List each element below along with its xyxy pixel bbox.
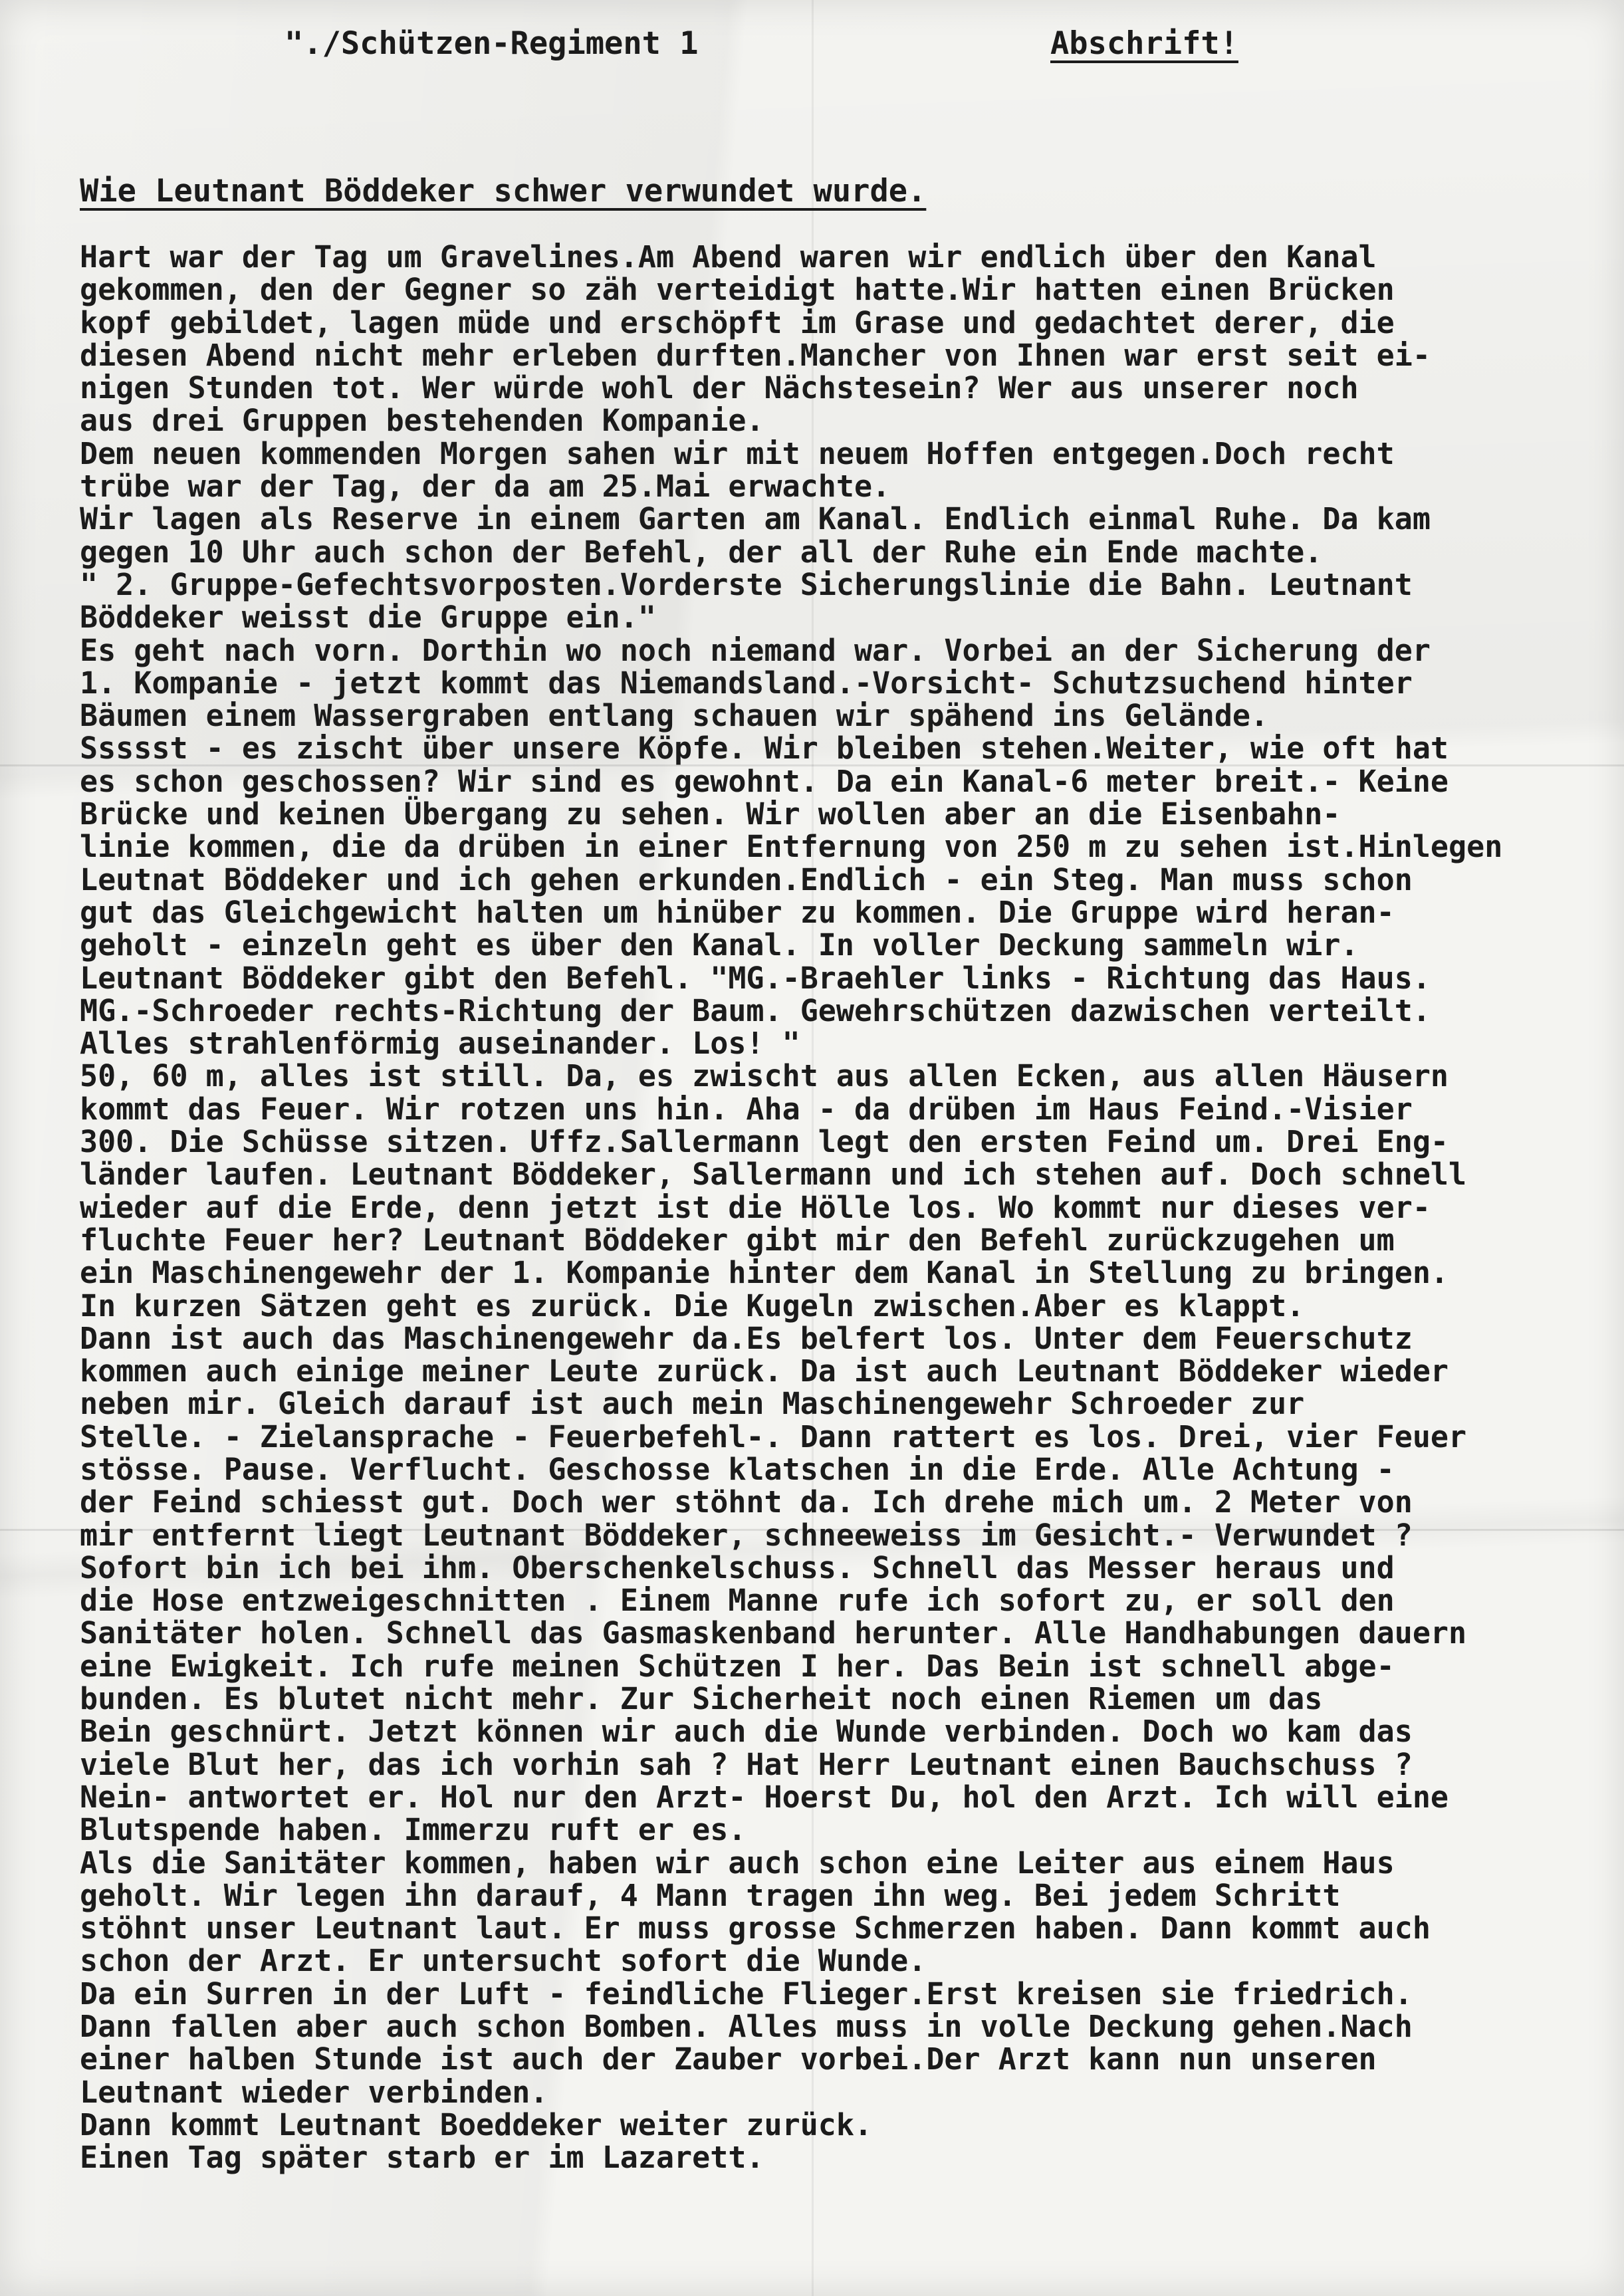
text-line: die Hose entzweigeschnitten . Einem Manne rufe ich sofort zu, er soll den	[80, 1583, 1395, 1619]
text-line: Dann kommt Leutnant Boeddeker weiter zurück.	[80, 2107, 873, 2142]
text-line: gut das Gleichgewicht halten um hinüber zu kommen. Die Gruppe wird heran-	[80, 894, 1395, 930]
text-line: Dann ist auch das Maschinengewehr da.Es belfert los. Unter dem Feuerschutz	[80, 1320, 1413, 1356]
text-line: einer halben Stunde ist auch der Zauber vorbei.Der Arzt kann nun unseren	[80, 2041, 1377, 2077]
text-line: geholt. Wir legen ihn darauf, 4 Mann tragen ihn weg. Bei jedem Schritt	[80, 1877, 1341, 1913]
text-line: stöhnt unser Leutnant laut. Er muss grosse Schmerzen haben. Dann kommt auch	[80, 1910, 1431, 1946]
report-body	[80, 241, 1609, 2174]
text-line: Sofort bin ich bei ihm. Oberschenkelschuss. Schnell das Messer heraus und	[80, 1550, 1395, 1585]
text-line: linie kommen, die da drüben in einer Entfernung von 250 m zu sehen ist.Hinlegen	[80, 829, 1503, 865]
text-line: Bein geschnürt. Jetzt können wir auch die Wunde verbinden. Doch wo kam das	[80, 1714, 1413, 1750]
text-line: 50, 60 m, alles ist still. Da, es zwischt aus allen Ecken, aus allen Häusern	[80, 1058, 1449, 1094]
text-line: der Feind schiesst gut. Doch wer stöhnt da. Ich drehe mich um. 2 Meter von	[80, 1484, 1413, 1520]
text-line: eine Ewigkeit. Ich rufe meinen Schützen I her. Das Bein ist schnell abge-	[80, 1648, 1395, 1684]
text-line: Dem neuen kommenden Morgen sahen wir mit neuem Hoffen entgegen.Doch recht	[80, 435, 1395, 471]
text-line: länder laufen. Leutnant Böddeker, Sallermann und ich stehen auf. Doch schnell	[80, 1157, 1467, 1193]
text-line: kommen auch einige meiner Leute zurück. Da ist auch Leutnant Böddeker wieder	[80, 1353, 1449, 1389]
text-line: Blutspende haben. Immerzu ruft er es.	[80, 1812, 747, 1848]
text-line: wieder auf die Erde, denn jetzt ist die Hölle los. Wo kommt nur dieses ver-	[80, 1189, 1431, 1225]
text-line: trübe war der Tag, der da am 25.Mai erwachte.	[80, 469, 891, 505]
text-line: Es geht nach vorn. Dorthin wo noch niemand war. Vorbei an der Sicherung der	[80, 632, 1431, 668]
text-line: kopf gebildet, lagen müde und erschöpft im Grase und gedachtet derer, die	[80, 304, 1395, 340]
text-line: stösse. Pause. Verflucht. Geschosse klatschen in die Erde. Alle Achtung -	[80, 1451, 1395, 1487]
text-line: Brücke und keinen Übergang zu sehen. Wir wollen aber an die Eisenbahn-	[80, 796, 1341, 832]
text-line: Wir lagen als Reserve in einem Garten am Kanal. Endlich einmal Ruhe. Da kam	[80, 501, 1431, 537]
text-line: Ssssst - es zischt über unsere Köpfe. Wir bleiben stehen.Weiter, wie oft hat	[80, 731, 1449, 766]
text-line: Nein- antwortet er. Hol nur den Arzt- Hoerst Du, hol den Arzt. Ich will eine	[80, 1779, 1449, 1815]
text-line: 300. Die Schüsse sitzen. Uffz.Sallermann legt den ersten Feind um. Drei Eng-	[80, 1124, 1449, 1160]
text-line: Stelle. - Zielansprache - Feuerbefehl-. Dann rattert es los. Drei, vier Feuer	[80, 1419, 1467, 1454]
text-line: Leutnant wieder verbinden.	[80, 2074, 548, 2110]
text-line: Hart war der Tag um Gravelines.Am Abend waren wir endlich über den Kanal	[80, 239, 1377, 275]
text-line: ein Maschinengewehr der 1. Kompanie hinter dem Kanal in Stellung zu bringen.	[80, 1255, 1449, 1291]
text-line: In kurzen Sätzen geht es zurück. Die Kugeln zwischen.Aber es klappt.	[80, 1288, 1305, 1323]
text-line: gekommen, den der Gegner so zäh verteidigt hatte.Wir hatten einen Brücken	[80, 272, 1395, 308]
text-line: Da ein Surren in der Luft - feindliche Flieger.Erst kreisen sie friedrich.	[80, 1976, 1413, 2011]
text-line: Leutnat Böddeker und ich gehen erkunden.Endlich - ein Steg. Man muss schon	[80, 861, 1413, 897]
text-line: viele Blut her, das ich vorhin sah ? Hat Herr Leutnant einen Bauchschuss ?	[80, 1746, 1413, 1782]
text-line: Sanitäter holen. Schnell das Gasmaskenband herunter. Alle Handhabungen dauern	[80, 1615, 1467, 1651]
text-line: neben mir. Gleich darauf ist auch mein Maschinengewehr Schroeder zur	[80, 1386, 1305, 1422]
text-line: Bäumen einem Wassergraben entlang schauen wir spähend ins Gelände.	[80, 698, 1269, 734]
text-line: es schon geschossen? Wir sind es gewohnt. Da ein Kanal-6 meter breit.- Keine	[80, 763, 1449, 799]
text-line: nigen Stunden tot. Wer würde wohl der Nächstesein? Wer aus unserer noch	[80, 370, 1359, 406]
text-line: " 2. Gruppe-Gefechtsvorposten.Vorderste Sicherungslinie die Bahn. Leutnant	[80, 566, 1413, 602]
document-title: Wie Leutnant Böddeker schwer verwundet wurde.	[80, 173, 927, 209]
text-line: schon der Arzt. Er untersucht sofort die Wunde.	[80, 1943, 927, 1979]
text-line: fluchte Feuer her? Leutnant Böddeker gibt mir den Befehl zurückzugehen um	[80, 1222, 1395, 1258]
text-line: Dann fallen aber auch schon Bomben. Alles muss in volle Deckung gehen.Nach	[80, 2009, 1413, 2045]
text-line: Als die Sanitäter kommen, haben wir auch schon eine Leiter aus einem Haus	[80, 1845, 1395, 1881]
text-line: MG.-Schroeder rechts-Richtung der Baum. Gewehrschützen dazwischen verteilt.	[80, 992, 1431, 1028]
text-line: geholt - einzeln geht es über den Kanal. In voller Deckung sammeln wir.	[80, 927, 1359, 963]
text-line: Alles strahlenförmig auseinander. Los! "	[80, 1026, 800, 1062]
text-line: mir entfernt liegt Leutnant Böddeker, schneeweiss im Gesicht.- Verwundet ?	[80, 1517, 1413, 1553]
text-line: Einen Tag später starb er im Lazarett.	[80, 2140, 764, 2176]
text-line: gegen 10 Uhr auch schon der Befehl, der all der Ruhe ein Ende machte.	[80, 534, 1323, 570]
text-line: Leutnant Böddeker gibt den Befehl. "MG.-Braehler links - Richtung das Haus.	[80, 960, 1431, 996]
text-line: bunden. Es blutet nicht mehr. Zur Sicherheit noch einen Riemen um das	[80, 1681, 1323, 1717]
text-line: diesen Abend nicht mehr erleben durften.Mancher von Ihnen war erst seit ei-	[80, 337, 1431, 373]
text-line: aus drei Gruppen bestehenden Kompanie.	[80, 403, 764, 439]
copy-mark: Abschrift!	[1050, 25, 1238, 62]
text-line: kommt das Feuer. Wir rotzen uns hin. Aha - da drüben im Haus Feind.-Visier	[80, 1091, 1413, 1127]
text-line: 1. Kompanie - jetzt kommt das Niemandsland.-Vorsicht- Schutzsuchend hinter	[80, 665, 1413, 701]
regiment-header: "./Schützen-Regiment 1	[285, 25, 699, 62]
text-line: Böddeker weisst die Gruppe ein."	[80, 600, 656, 635]
